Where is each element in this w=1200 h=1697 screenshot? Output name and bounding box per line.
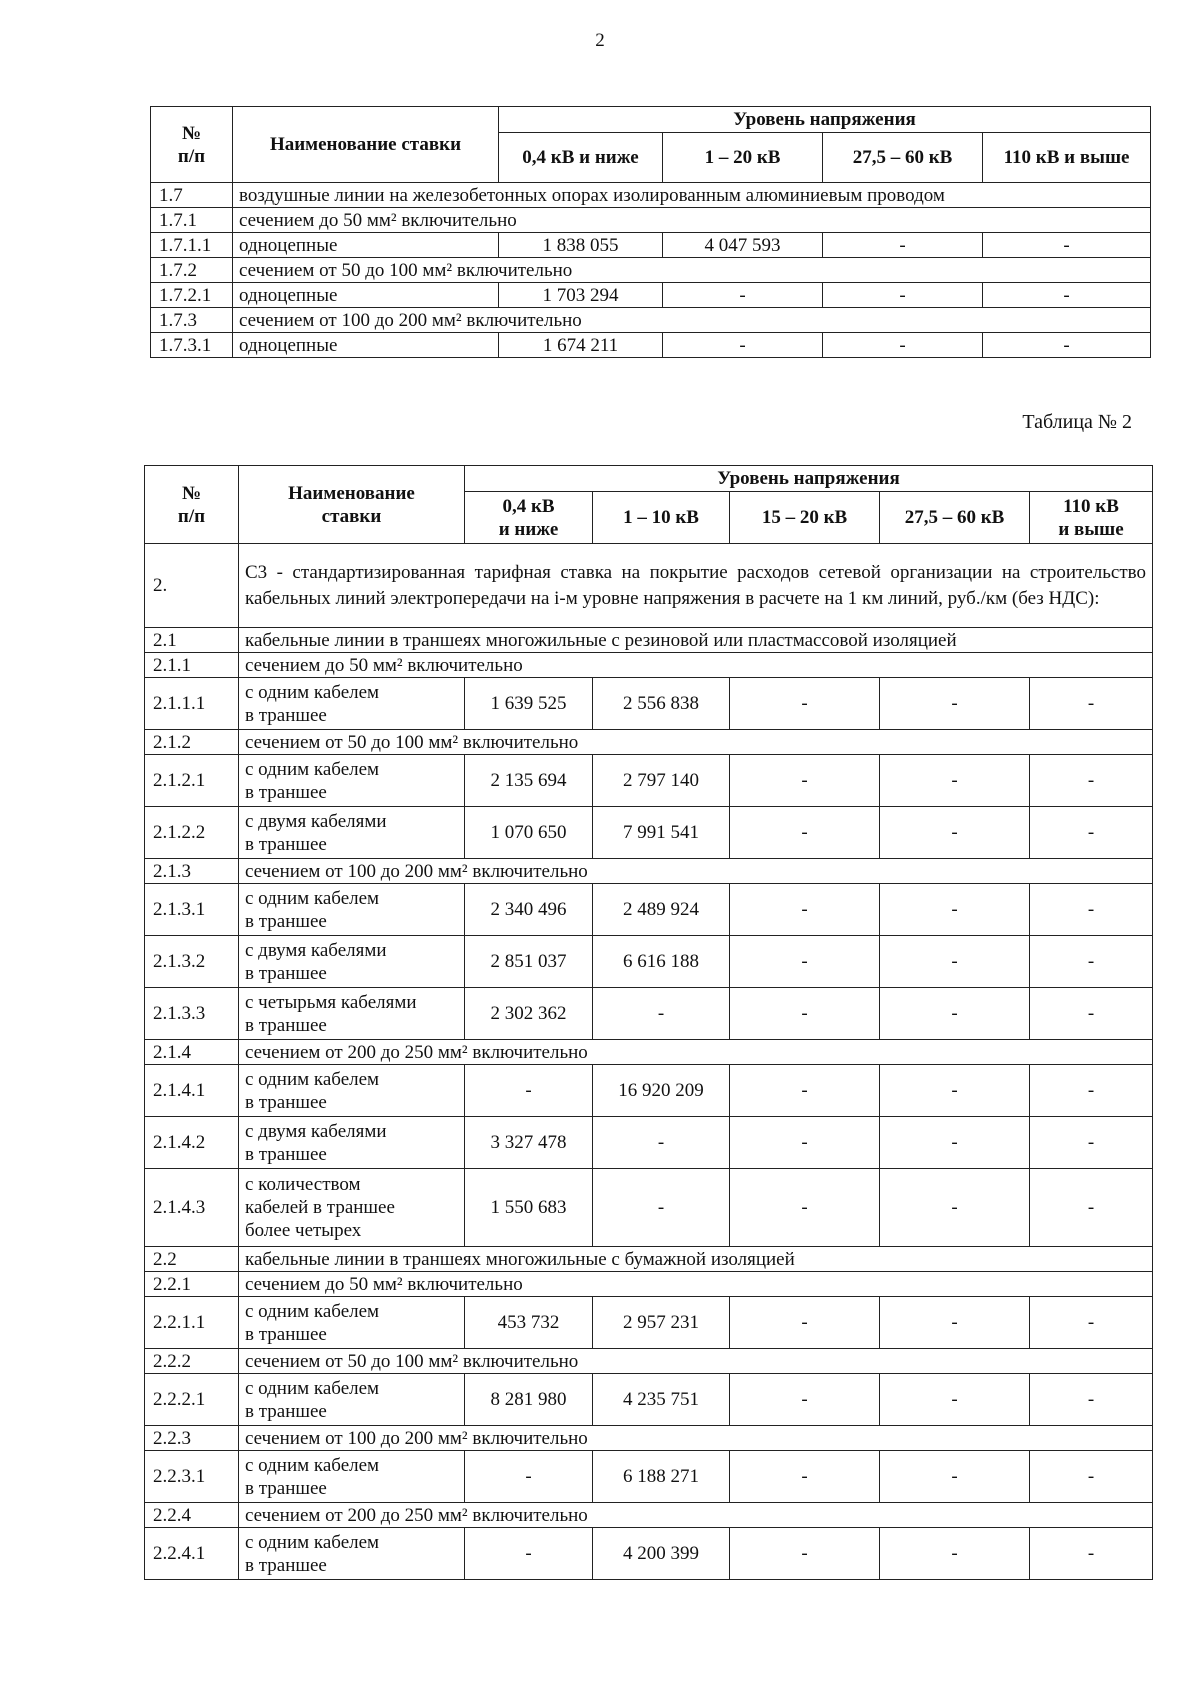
header-level: 27,5 – 60 кВ — [880, 492, 1030, 544]
rate-value: - — [1030, 1374, 1153, 1426]
rate-value: 4 200 399 — [593, 1528, 730, 1580]
rate-value: - — [730, 1117, 880, 1169]
rate-value: - — [1030, 1117, 1153, 1169]
rate-value: - — [1030, 1065, 1153, 1117]
rate-value: 2 957 231 — [593, 1297, 730, 1349]
rate-value: - — [593, 988, 730, 1040]
rate-name: с одним кабелем в траншее — [239, 1528, 465, 1580]
table-row — [145, 884, 1153, 936]
rate-value: 2 340 496 — [465, 884, 593, 936]
rate-value: - — [730, 1297, 880, 1349]
rate-name: с одним кабелем в траншее — [239, 1374, 465, 1426]
rate-value: - — [1030, 884, 1153, 936]
row-number: 2.1.2.1 — [145, 755, 239, 807]
rate-value: - — [1030, 807, 1153, 859]
header-voltage-level: Уровень напряжения — [499, 107, 1151, 133]
table-row — [145, 1451, 1153, 1503]
rate-name: с одним кабелем в траншее — [239, 1297, 465, 1349]
rate-value: - — [983, 333, 1151, 358]
table-row — [145, 807, 1153, 859]
table-row — [145, 1040, 1153, 1065]
rate-value: 3 327 478 — [465, 1117, 593, 1169]
section-title: сечением от 100 до 200 мм² включительно — [239, 859, 1153, 884]
rate-value: 16 920 209 — [593, 1065, 730, 1117]
rate-value: - — [880, 1297, 1030, 1349]
section-title: кабельные линии в траншеях многожильные с резиновой или пластмассовой изоляцией — [239, 628, 1153, 653]
rate-name: с одним кабелем в траншее — [239, 678, 465, 730]
table-row — [145, 755, 1153, 807]
section-title: сечением до 50 мм² включительно — [233, 208, 1151, 233]
table-row — [145, 1117, 1153, 1169]
header-level: 1 – 10 кВ — [593, 492, 730, 544]
table-row — [145, 1349, 1153, 1374]
row-number: 2.1 — [145, 628, 239, 653]
header-level: 0,4 кВ и ниже — [499, 133, 663, 183]
rate-value: - — [663, 333, 823, 358]
rate-value: - — [880, 1169, 1030, 1247]
table-row — [145, 1272, 1153, 1297]
header-level: 0,4 кВ и ниже — [465, 492, 593, 544]
row-number: 2.1.4.3 — [145, 1169, 239, 1247]
section-title: сечением от 100 до 200 мм² включительно — [233, 308, 1151, 333]
rate-value: - — [983, 283, 1151, 308]
table-caption: Таблица № 2 — [1022, 411, 1132, 433]
section-title: сечением от 50 до 100 мм² включительно — [239, 730, 1153, 755]
section-title: сечением от 50 до 100 мм² включительно — [233, 258, 1151, 283]
table-row — [145, 628, 1153, 653]
header-rate-name: Наименование ставки — [239, 466, 465, 544]
row-number: 2.2 — [145, 1247, 239, 1272]
rate-value: 2 797 140 — [593, 755, 730, 807]
row-number: 2.2.3.1 — [145, 1451, 239, 1503]
page-number: 2 — [595, 30, 605, 51]
table-row — [151, 258, 1151, 283]
section-description: С3 - стандартизированная тарифная ставка на покрытие расходов сетевой организации на строительство кабельных линий электропередачи на i-м уровне напряжения в расчете на 1 км линий, руб./км (без НДС): — [239, 544, 1153, 628]
rate-value: - — [823, 233, 983, 258]
row-number: 1.7.1.1 — [151, 233, 233, 258]
rate-value: - — [880, 1065, 1030, 1117]
rate-value: 4 047 593 — [663, 233, 823, 258]
rate-value: 2 302 362 — [465, 988, 593, 1040]
row-number: 2.2.2 — [145, 1349, 239, 1374]
row-number: 2.1.4 — [145, 1040, 239, 1065]
table-row — [151, 333, 1151, 358]
row-number: 1.7.2 — [151, 258, 233, 283]
rate-value: 1 550 683 — [465, 1169, 593, 1247]
rate-value: - — [1030, 755, 1153, 807]
header-level: 27,5 – 60 кВ — [823, 133, 983, 183]
rate-value: - — [730, 1451, 880, 1503]
rate-value: - — [823, 333, 983, 358]
rate-value: - — [663, 283, 823, 308]
header-rate-name: Наименование ставки — [233, 107, 499, 183]
rate-value: - — [730, 936, 880, 988]
rate-value: - — [880, 1374, 1030, 1426]
table-row — [145, 1065, 1153, 1117]
row-number: 2.2.1.1 — [145, 1297, 239, 1349]
rate-value: 8 281 980 — [465, 1374, 593, 1426]
rate-value: - — [593, 1169, 730, 1247]
row-number: 2.1.2 — [145, 730, 239, 755]
rate-name: с одним кабелем в траншее — [239, 755, 465, 807]
table-row — [151, 183, 1151, 208]
table-row — [145, 1297, 1153, 1349]
rate-value: - — [730, 884, 880, 936]
section-title: сечением до 50 мм² включительно — [239, 653, 1153, 678]
row-number: 2.1.3.2 — [145, 936, 239, 988]
rate-value: - — [730, 988, 880, 1040]
header-num: № п/п — [151, 107, 233, 183]
rate-value: 2 489 924 — [593, 884, 730, 936]
rate-value: - — [730, 1374, 880, 1426]
row-number: 2.2.4 — [145, 1503, 239, 1528]
row-number: 2.1.4.2 — [145, 1117, 239, 1169]
section-title: сечением от 100 до 200 мм² включительно — [239, 1426, 1153, 1451]
rate-value: - — [730, 807, 880, 859]
row-number: 2.2.4.1 — [145, 1528, 239, 1580]
row-number: 2.2.1 — [145, 1272, 239, 1297]
header-level: 1 – 20 кВ — [663, 133, 823, 183]
table-row — [145, 1169, 1153, 1247]
section-title: воздушные линии на железобетонных опорах изолированным алюминиевым проводом — [233, 183, 1151, 208]
rate-value: - — [880, 807, 1030, 859]
row-number: 2. — [145, 544, 239, 628]
rate-value: 6 188 271 — [593, 1451, 730, 1503]
rate-value: - — [1030, 1528, 1153, 1580]
rate-value: - — [880, 678, 1030, 730]
rate-name: с четырьмя кабелями в траншее — [239, 988, 465, 1040]
row-number: 2.1.1.1 — [145, 678, 239, 730]
rate-value: 1 674 211 — [499, 333, 663, 358]
rate-value: - — [823, 283, 983, 308]
rate-name: с количеством кабелей в траншее более четырех — [239, 1169, 465, 1247]
row-number: 2.2.3 — [145, 1426, 239, 1451]
table-row — [151, 208, 1151, 233]
rate-value: - — [730, 1065, 880, 1117]
table-row — [151, 233, 1151, 258]
row-number: 1.7.3 — [151, 308, 233, 333]
header-num: № п/п — [145, 466, 239, 544]
rate-value: 1 070 650 — [465, 807, 593, 859]
rate-name: одноцепные — [233, 233, 499, 258]
table-row — [145, 988, 1153, 1040]
rate-name: с одним кабелем в траншее — [239, 884, 465, 936]
table-row — [145, 1426, 1153, 1451]
tariff-table-2 — [144, 465, 1153, 1580]
table-row — [145, 730, 1153, 755]
rate-value: 453 732 — [465, 1297, 593, 1349]
section-title: кабельные линии в траншеях многожильные с бумажной изоляцией — [239, 1247, 1153, 1272]
rate-value: 2 556 838 — [593, 678, 730, 730]
rate-value: - — [880, 884, 1030, 936]
rate-value: - — [880, 936, 1030, 988]
rate-value: - — [1030, 1451, 1153, 1503]
table-row — [145, 653, 1153, 678]
row-number: 2.1.3 — [145, 859, 239, 884]
row-number: 2.2.2.1 — [145, 1374, 239, 1426]
rate-name: с одним кабелем в траншее — [239, 1065, 465, 1117]
header-level: 110 кВ и выше — [1030, 492, 1153, 544]
rate-name: с одним кабелем в траншее — [239, 1451, 465, 1503]
rate-value: - — [465, 1528, 593, 1580]
table-row — [145, 678, 1153, 730]
rate-value: 6 616 188 — [593, 936, 730, 988]
table-row — [151, 308, 1151, 333]
rate-value: - — [983, 233, 1151, 258]
header-level: 15 – 20 кВ — [730, 492, 880, 544]
rate-name: с двумя кабелями в траншее — [239, 936, 465, 988]
table-row — [145, 544, 1153, 628]
rate-value: 7 991 541 — [593, 807, 730, 859]
table-row — [145, 1528, 1153, 1580]
rate-value: 1 703 294 — [499, 283, 663, 308]
rate-value: - — [880, 1451, 1030, 1503]
row-number: 1.7 — [151, 183, 233, 208]
section-title: сечением до 50 мм² включительно — [239, 1272, 1153, 1297]
rate-value: - — [730, 678, 880, 730]
rate-value: - — [880, 1528, 1030, 1580]
table-row — [151, 283, 1151, 308]
section-title: сечением от 50 до 100 мм² включительно — [239, 1349, 1153, 1374]
row-number: 2.1.4.1 — [145, 1065, 239, 1117]
section-title: сечением от 200 до 250 мм² включительно — [239, 1040, 1153, 1065]
rate-value: - — [465, 1065, 593, 1117]
row-number: 2.1.3.3 — [145, 988, 239, 1040]
rate-value: 4 235 751 — [593, 1374, 730, 1426]
header-voltage-level: Уровень напряжения — [465, 466, 1153, 492]
row-number: 2.1.1 — [145, 653, 239, 678]
table-row — [145, 1503, 1153, 1528]
row-number: 2.1.2.2 — [145, 807, 239, 859]
rate-name: одноцепные — [233, 283, 499, 308]
rate-value: 1 838 055 — [499, 233, 663, 258]
rate-value: - — [1030, 1297, 1153, 1349]
rate-value: - — [880, 1117, 1030, 1169]
rate-value: - — [1030, 1169, 1153, 1247]
rate-name: с двумя кабелями в траншее — [239, 807, 465, 859]
rate-name: с двумя кабелями в траншее — [239, 1117, 465, 1169]
rate-value: - — [1030, 988, 1153, 1040]
table-row — [145, 1247, 1153, 1272]
row-number: 1.7.2.1 — [151, 283, 233, 308]
rate-name: одноцепные — [233, 333, 499, 358]
rate-value: - — [1030, 678, 1153, 730]
section-title: сечением от 200 до 250 мм² включительно — [239, 1503, 1153, 1528]
row-number: 2.1.3.1 — [145, 884, 239, 936]
rate-value: - — [593, 1117, 730, 1169]
rate-value: - — [465, 1451, 593, 1503]
rate-value: 2 135 694 — [465, 755, 593, 807]
rate-value: - — [730, 1528, 880, 1580]
rate-value: - — [880, 755, 1030, 807]
rate-value: - — [730, 1169, 880, 1247]
table-row — [145, 859, 1153, 884]
rate-value: 2 851 037 — [465, 936, 593, 988]
row-number: 1.7.3.1 — [151, 333, 233, 358]
rate-value: - — [730, 755, 880, 807]
tariff-table-1 — [150, 106, 1151, 358]
rate-value: - — [880, 988, 1030, 1040]
row-number: 1.7.1 — [151, 208, 233, 233]
table-row — [145, 936, 1153, 988]
rate-value: 1 639 525 — [465, 678, 593, 730]
table-row — [145, 1374, 1153, 1426]
rate-value: - — [1030, 936, 1153, 988]
header-level: 110 кВ и выше — [983, 133, 1151, 183]
